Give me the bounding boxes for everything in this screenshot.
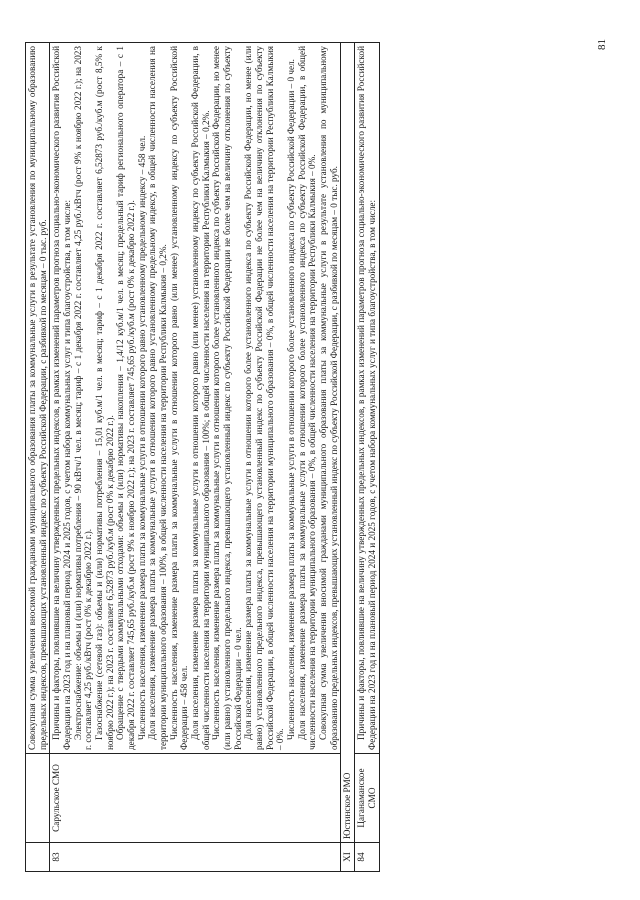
paragraph: Численность населения, изменение размера платы за коммунальные услуги в отношении которого равно (или менее) установленному индексу по субъекту Российской Федерации – 458 чел.	[168, 46, 190, 750]
paragraph: Численность населения, изменение размера платы за коммунальные услуги в отношении которого более установленного индекса по субъекту Российской Федерации, но менее (или равно) установленного предельного индекса, превышающего установленный индекс по субъекту Российской Федерации не более чем на величину отклонения по субъекту Российской Федерации – 0 чел.	[211, 46, 243, 750]
paragraph: Причины и факторы, повлиявшие на величину утвержденных предельных индексов, в рамках изменений параметров прогноза социально-экономического развития Российской Федерации на 2023 год и на плановый период 2024 и 2025 годов, с учетом набора коммунальных услуг и типа благоустройства, в том числе:	[51, 46, 73, 750]
municipality-name	[26, 754, 50, 843]
table-row	[341, 43, 355, 872]
table-row	[355, 43, 379, 872]
paragraph: Доля населения, изменение размера платы за коммунальные услуги в отношении которого равно установленному предельному индексу, в общей численности населения на территории муниципального образования – 100%, в общей численности населения на территории Республики Калмыкия – 0,2%.	[147, 46, 169, 750]
row-text	[26, 43, 50, 754]
row-number: 83	[50, 843, 341, 872]
section-region-name: Юстинское РМО	[341, 43, 355, 843]
paragraph: Обращение с твердыми коммунальными отходами: объемы и (или) нормативы накопления – 1,4/12 куб.м/1 чел. в месяц; предельный тариф регионального оператора – с 1 декабря 2022 г. составляет 745,65 руб./куб.м (рост 9% к ноябрю 2022 г.); на 2023 г. составляет 745,65 руб./куб.м (рост 0% к декабрю 2022 г.).	[115, 46, 137, 750]
section-number: XI	[341, 843, 355, 872]
document-page	[25, 42, 610, 872]
indices-table	[25, 42, 380, 872]
municipality-name: Цаганаманское СМО	[355, 754, 379, 843]
table-row	[50, 43, 341, 872]
municipality-name: Сарульское СМО	[50, 754, 341, 843]
row-text	[50, 43, 341, 754]
row-text	[355, 43, 379, 754]
page-number: 81	[596, 39, 608, 50]
paragraph: Газоснабжение (сетевой газ): объемы и (или) нормативы потребления – 15,01 куб.м/1 чел. в месяц; тариф – с 1 декабря 2022 г. составляет 6,52873 руб./куб.м (рост 8,5% к ноябрю 2022 г.); на 2023 г. составляет 6,52873 руб./куб.м (рост 0% к декабрю 2022 г.).	[94, 46, 115, 750]
paragraph: Совокупная сумма увеличения вносимой гражданами муниципального образования платы за коммунальные услуги в результате установления по муниципальному образованию предельных индексов, превышающих установленный индекс по субъекту Российской Федерации, с разбивкой по месяцам – 0 тыс. руб.	[318, 46, 339, 750]
paragraph: Доля населения, изменение размера платы за коммунальные услуги в отношении которого более установленного индекса по субъекту Российской Федерации, в общей численности населения на территории муниципального образования – 0%, в общей численности населения на территории Республики Калмыкия – 0%.	[296, 46, 318, 750]
paragraph: Доля населения, изменение размера платы за коммунальные услуги в отношении которого равно (или менее) установленному индексу по субъекту Российской Федерации, в общей численности населения на территории муниципального образования – 100%; в общей численности населения на территории Республики Калмыкия – 0,2%.	[190, 46, 211, 750]
row-number: 84	[355, 843, 379, 872]
paragraph: Причины и факторы, повлиявшие на величину утвержденных предельных индексов, в рамках изменений параметров прогноза социально-экономического развития Российской Федерации на 2023 год и на плановый период 2024 и 2025 годов, с учетом набора коммунальных услуг и типа благоустройства, в том числе:	[356, 46, 377, 750]
paragraph: Численность населения, изменение размера платы за коммунальные услуги в отношении которого более установленного индекса по субъекту Российской Федерации – 0 чел.	[286, 59, 297, 740]
paragraph: Совокупная сумма увеличения вносимой гражданами муниципального образования платы за коммунальные услуги в результате установления по муниципальному образованию предельных индексов, превышающих установленный индекс по субъекту Российской Федерации, с разбивкой по месяцам – 0 тыс. руб.	[27, 46, 48, 750]
paragraph: Доля населения, изменение размера платы за коммунальные услуги в отношении которого более установленного индекса по субъекту Российской Федерации, но менее (или равно) установленного предельного индекса, превышающего установленный индекс по субъекту Российской Федерации не более чем на величину отклонения по субъекту Российской Федерации, в общей численности населения на территории муниципального образования – 0%, в общей численности населения на территории Республики Калмыкия – 0%.	[243, 46, 286, 750]
row-number	[26, 843, 50, 872]
table-row	[26, 43, 50, 872]
paragraph: Численность населения, изменение размера платы за коммунальные услуги в отношении которого равно установленному предельному индексу – 458 чел.	[136, 135, 147, 740]
paragraph: Электроснабжение: объемы и (или) нормативы потребления – 90 кВтч/1 чел. в месяц; тариф – с 1 декабря 2022 г. составляет 4,25 руб./кВтч (рост 9% к ноябрю 2022 г.); на 2023 г. составляет 4,25 руб./кВтч (рост 0% к декабрю 2022 г.).	[72, 46, 94, 750]
